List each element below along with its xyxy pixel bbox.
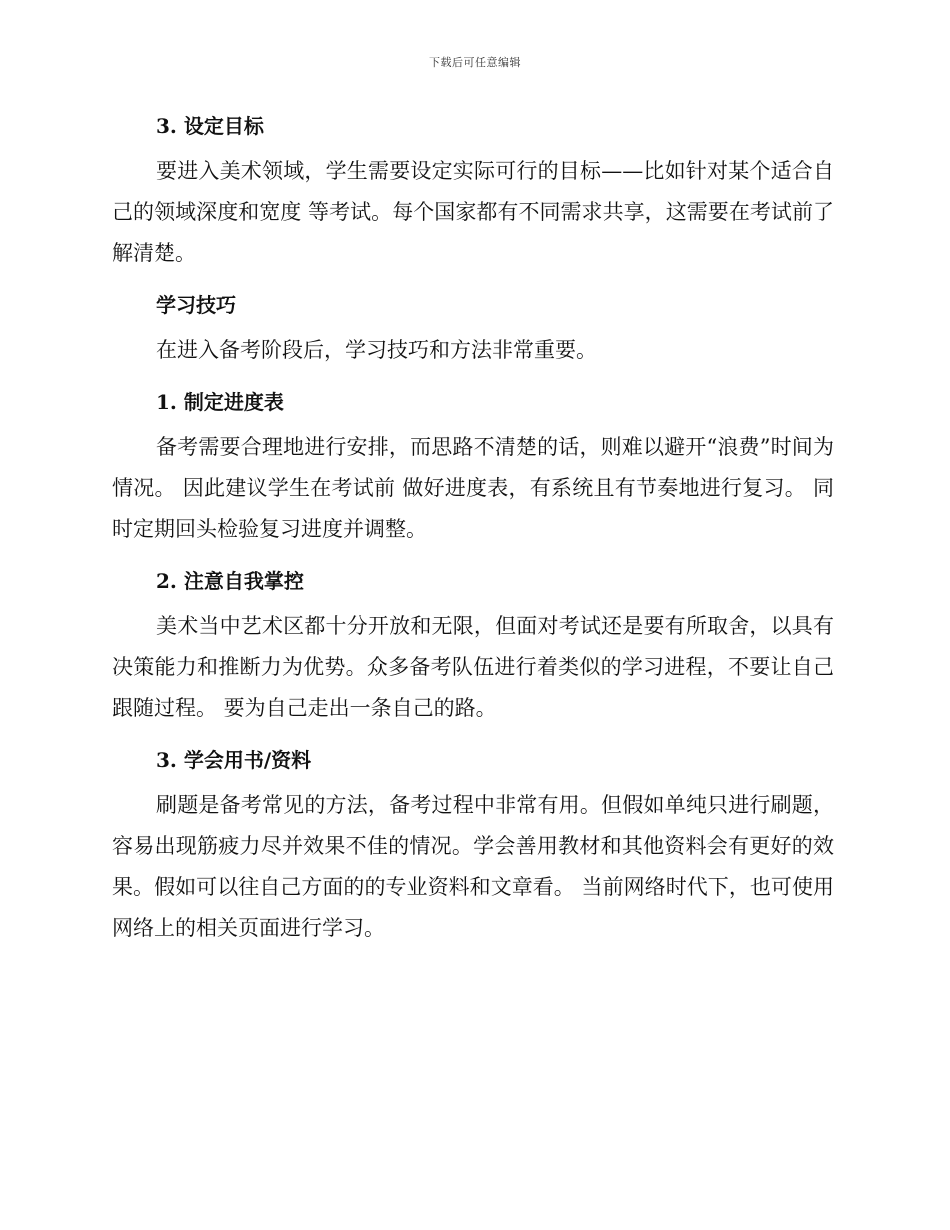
section-paragraph-study-tips: 在进入备考阶段后，学习技巧和方法非常重要。 xyxy=(156,338,597,362)
page-header: 下载后可任意编辑 xyxy=(429,56,521,69)
section-paragraph-schedule: 备考需要合理地进行安排，而思路不清楚的话，则难以避开“浪费”时间为情况。 因此建议学生在考试前 做好进度表，有系统且有节奏地进行复习。 同时定期回头检验复习进度并调整。 xyxy=(112,435,834,541)
document-body xyxy=(112,108,834,949)
section-paragraph-set-goals: 要进入美术领域，学生需要设定实际可行的目标——比如针对某个适合自己的领域深度和宽度 等考试。每个国家都有不同需求共享，这需要在考试前了解清楚。 xyxy=(112,159,834,265)
section-heading-self-control: 2. 注意自我掌控 xyxy=(156,569,304,593)
section-paragraph-self-control: 美术当中艺术区都十分开放和无限，但面对考试还是要有所取舍，以具有决策能力和推断力为优势。众多备考队伍进行着类似的学习进程，不要让自己跟随过程。 要为自己走出一条自己的路。 xyxy=(112,614,834,720)
section-heading-books-materials: 3. 学会用书/资料 xyxy=(156,748,312,772)
section-heading-set-goals: 3. 设定目标 xyxy=(156,114,264,138)
section-paragraph-books-materials: 刷题是备考常见的方法，备考过程中非常有用。但假如单纯只进行刷题，容易出现筋疲力尽并效果不佳的情况。学会善用教材和其他资料会有更好的效果。假如可以往自己方面的的专业资料和文章看。 当前网络时代下，也可使用网络上的相关页面进行学习。 xyxy=(112,793,834,940)
section-heading-schedule: 1. 制定进度表 xyxy=(156,390,284,414)
section-heading-study-tips: 学习技巧 xyxy=(156,293,236,317)
